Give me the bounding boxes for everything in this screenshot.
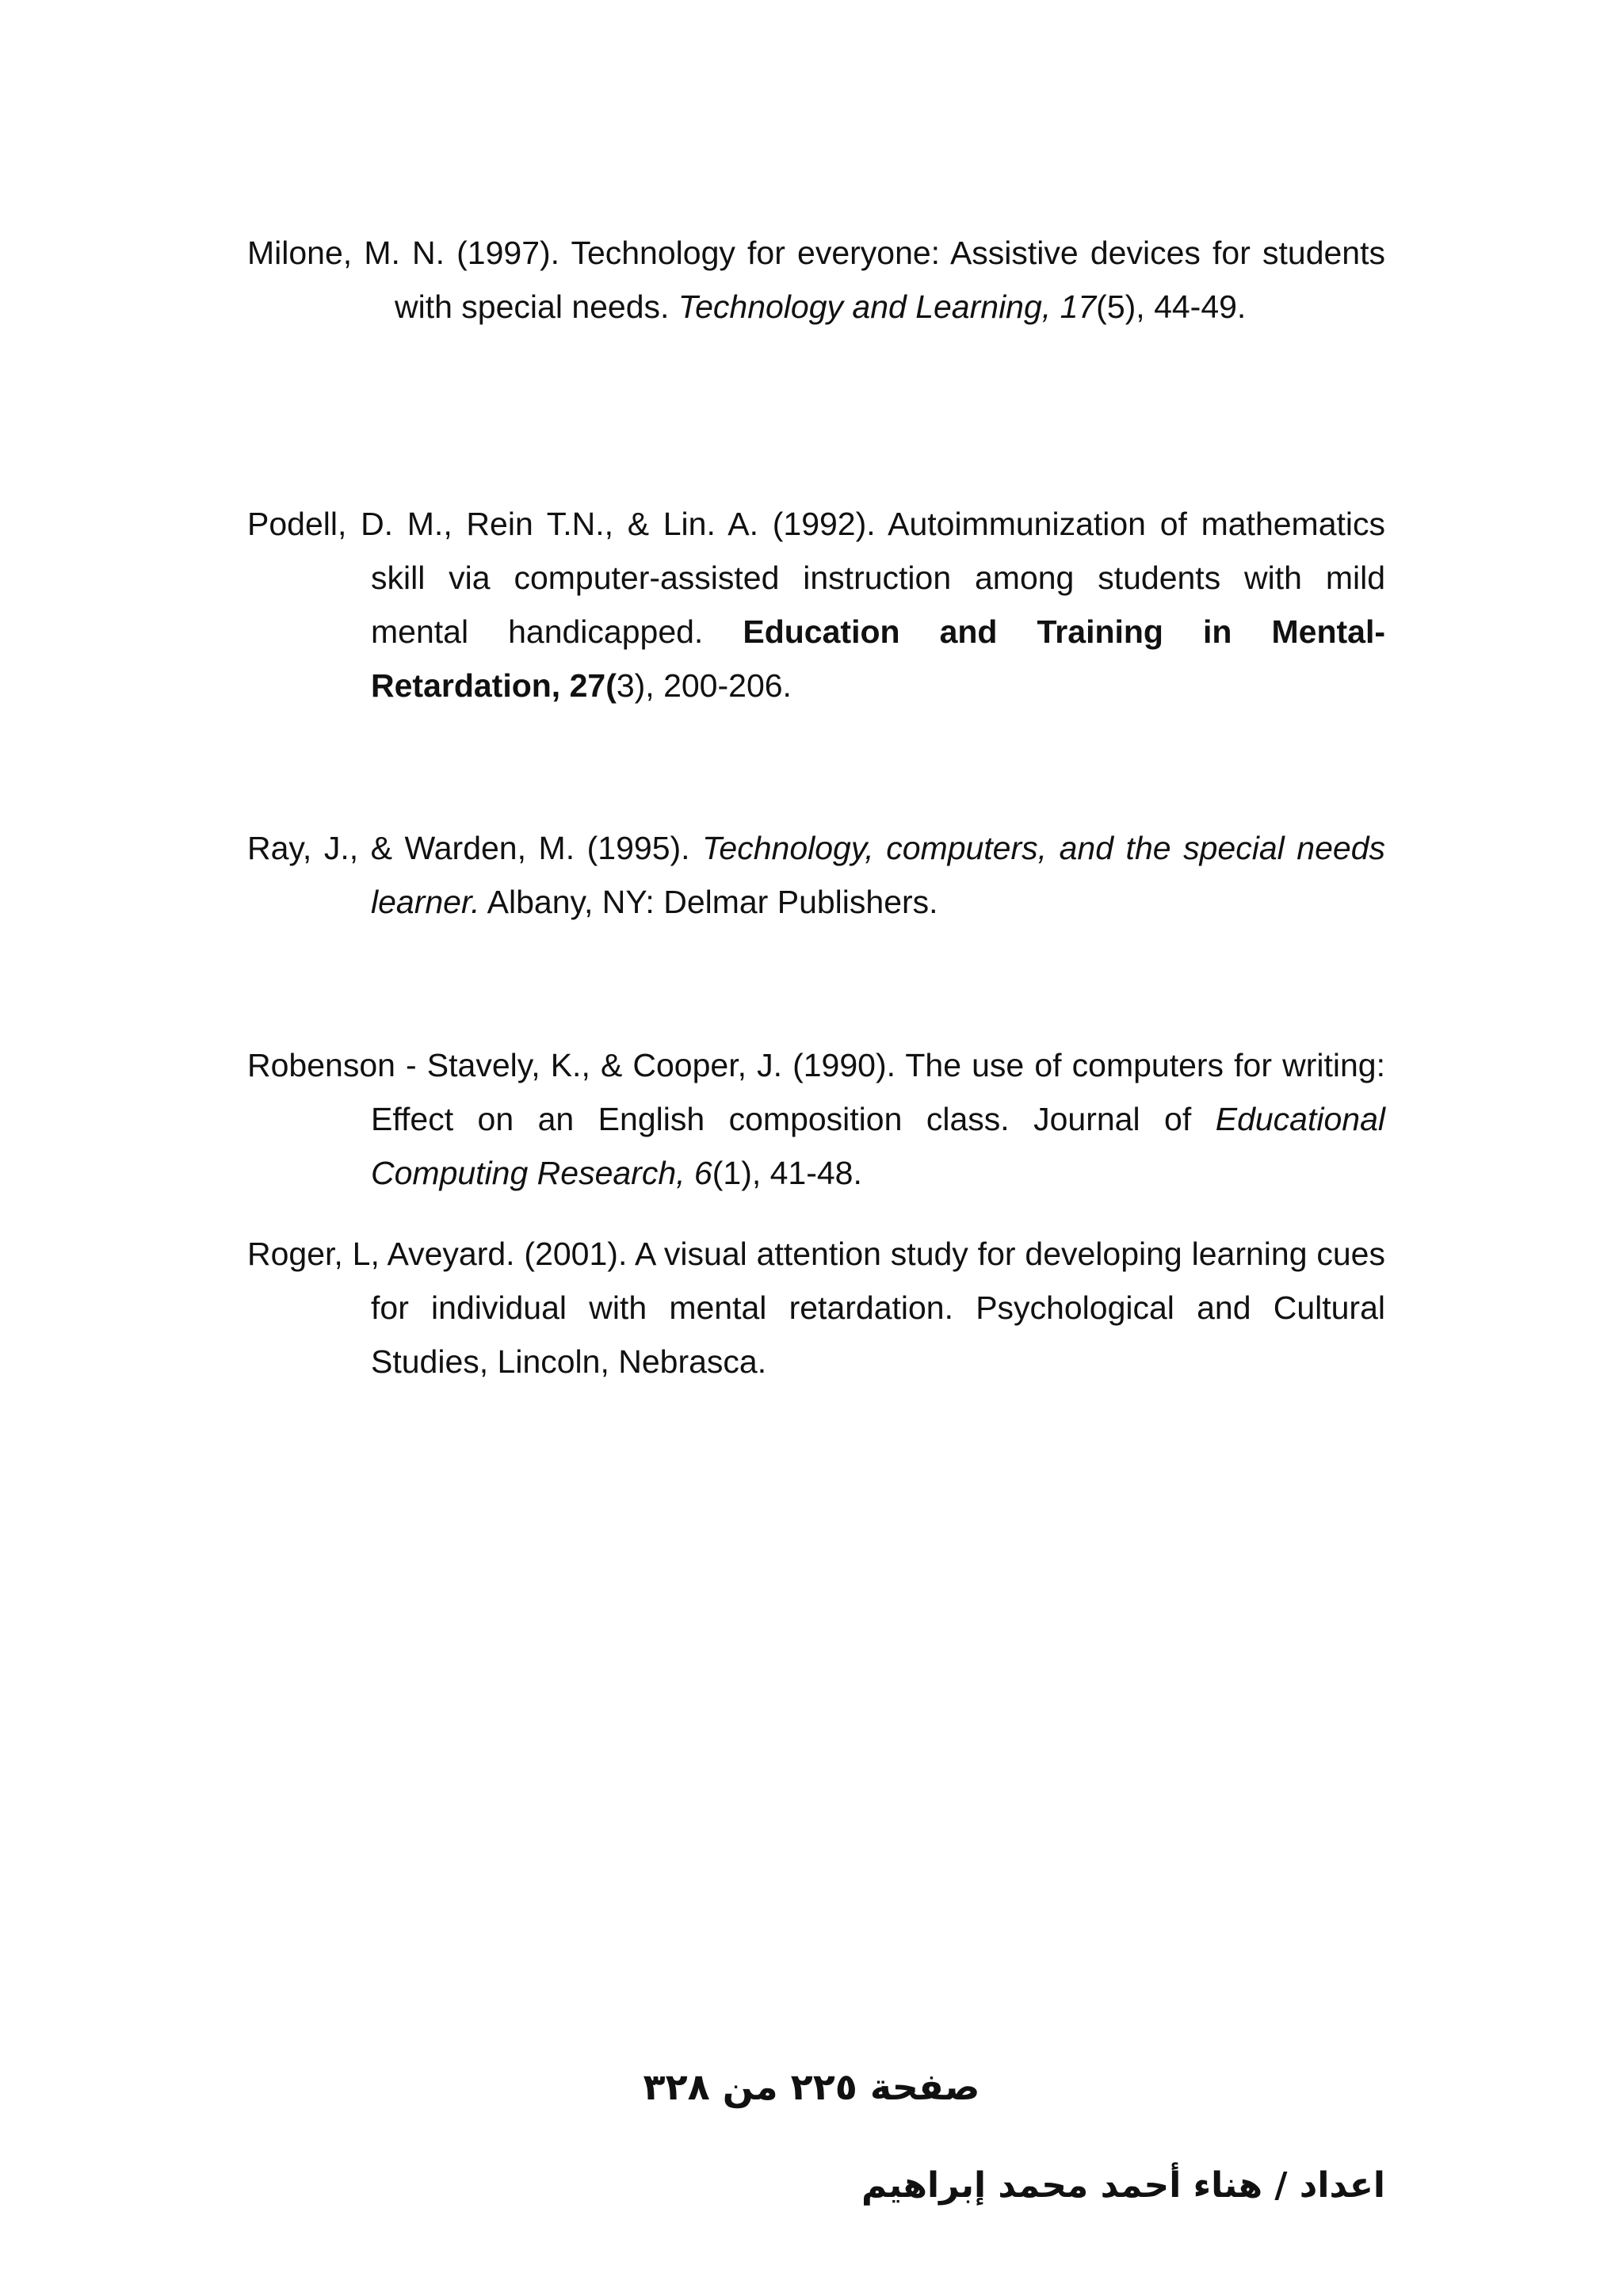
of-label: من xyxy=(722,2065,778,2108)
reference-title: Technology, computers, and the special needs learner. xyxy=(371,830,1385,920)
reference-text: Roger, L, Aveyard. (2001). A visual attention study for developing learning cues for individual with mental retardation. Psychological and Cultural Studies, Lincoln, Nebrasca. xyxy=(247,1236,1385,1380)
reference-text: Albany, NY: Delmar Publishers. xyxy=(479,884,938,920)
reference-text: (5), 44-49. xyxy=(1096,288,1247,325)
reference-text: (1), 41-48. xyxy=(712,1155,862,1191)
reference-text: Podell, D. M., Rein T.N., & Lin. A. (1992). Autoimmunization of mathematics skill via computer-assisted instruction among students with mild mental handicapped. xyxy=(247,506,1385,650)
reference-ray xyxy=(247,821,1385,929)
reference-journal: Technology and Learning, 17 xyxy=(678,288,1097,325)
reference-robenson xyxy=(247,1038,1385,1200)
page-label: صفحة xyxy=(869,2065,980,2108)
reference-text: Ray, J., & Warden, M. (1995). xyxy=(247,830,703,866)
reference-text: Milone, M. N. (1997). Technology for everyone: Assistive devices for students with special needs. xyxy=(247,235,1385,325)
reference-podell xyxy=(247,497,1385,712)
reference-text: 3), 200-206. xyxy=(616,667,792,704)
reference-roger xyxy=(247,1227,1385,1389)
page-number-footer xyxy=(0,2065,1623,2108)
page-total: ٣٢٨ xyxy=(643,2065,710,2108)
reference-text: Robenson - Stavely, K., & Cooper, J. (1990). The use of computers for writing: Effect on an English composition class. Journal of xyxy=(247,1047,1385,1137)
reference-journal: Education and Training in Mental-Retardation, 27( xyxy=(371,613,1385,704)
reference-milone xyxy=(247,226,1385,334)
page-number: ٢٢٥ xyxy=(790,2065,857,2108)
reference-journal: Educational Computing Research, 6 xyxy=(371,1101,1385,1191)
author-credit: اعداد / هناء أحمد محمد إبراهيم xyxy=(861,2165,1385,2206)
